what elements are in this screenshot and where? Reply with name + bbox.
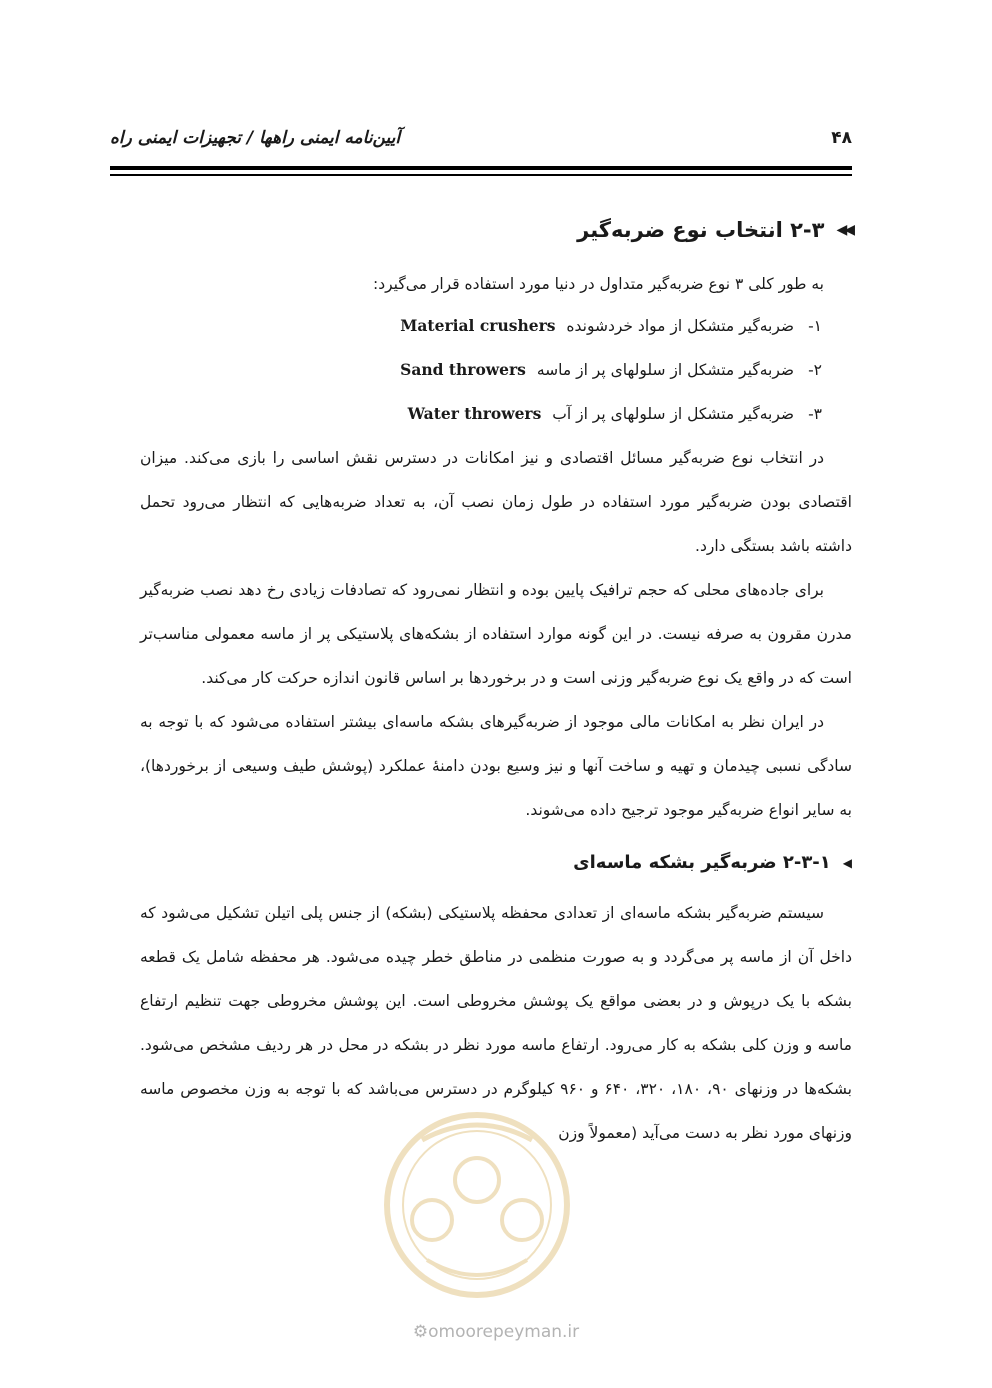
- section-heading: [140, 218, 852, 242]
- body-paragraph: در ایران نظر به امکانات مالی موجود از ضربه‌گیرهای بشکه ماسه‌ای بیشتر استفاده می‌شود که با توجه به سادگی نسبی چیدمان و تهیه و ساخت آنها و نیز وسیع بودن دامنهٔ عملکرد (پوشش طیف وسیعی از برخوردها)، به سایر انواع ضربه‌گیر موجود ترجیح داده می‌شوند.: [140, 713, 852, 819]
- barrier-types-list: [140, 304, 852, 436]
- list-item-text: ضربه‌گیر متشکل از مواد خردشونده: [566, 317, 795, 335]
- page-content: [140, 218, 852, 1155]
- page-number: ۴۸: [831, 128, 852, 148]
- header-rule-thin: [110, 174, 852, 176]
- list-item: [140, 348, 822, 392]
- section-heading-text: ۲-۳ انتخاب نوع ضربه‌گیر: [577, 218, 825, 242]
- body-paragraph: سیستم ضربه‌گیر بشکه ماسه‌ای از تعدادی محفظه پلاستیکی (بشکه) از جنس پلی اتیلن تشکیل می‌شود که داخل آن از ماسه پر می‌گردد و به صورت منظمی در مناطق خطر چیده می‌شود. هر محفظه شامل یک قطعه بشکه با یک درپوش و در بعضی مواقع یک پوشش مخروطی است. این پوشش مخروطی جهت تنظیم ارتفاع ماسه و وزن کلی بشکه به کار می‌رود. ارتفاع ماسه مورد نظر در بشکه در محل در هر ردیف مشخص می‌شود. بشکه‌ها در وزنهای ۹۰، ۱۸۰، ۳۲۰، ۶۴۰ و ۹۶۰ کیلوگرم در دسترس می‌باشد که با توجه به وزن مخصوص ماسه وزنهای مورد نظر به دست می‌آید (معمولاً وزن: [140, 904, 852, 1142]
- list-item-english: Sand throwers: [400, 360, 526, 379]
- subsection-heading-text: ۲-۳-۱ ضربه‌گیر بشکه ماسه‌ای: [573, 852, 831, 873]
- list-item-text: ضربه‌گیر متشکل از سلولهای پر از آب: [552, 405, 795, 423]
- header-rule-thick: [110, 166, 852, 170]
- list-item-english: Material crushers: [400, 316, 556, 335]
- subsection-heading: [140, 852, 852, 873]
- list-item-english: Water throwers: [407, 404, 542, 423]
- watermark-url: ⚙omoorepeyman.ir: [412, 1322, 580, 1342]
- body-paragraph: برای جاده‌های محلی که حجم ترافیک پایین بوده و انتظار نمی‌رود که تصادفات زیادی رخ دهد نصب ضربه‌گیر مدرن مقرون به صرفه نیست. در این گونه موارد استفاده از بشکه‌های پلاستیکی پر از ماسه معمولی مناسب‌تر است که در واقع یک نوع ضربه‌گیر وزنی است و در برخوردها بر اساس قانون اندازه حرکت کار می‌کند.: [140, 581, 852, 687]
- list-item: [140, 392, 822, 436]
- list-item-text: ضربه‌گیر متشکل از سلولهای پر از ماسه: [536, 361, 795, 379]
- section-intro: به طور کلی ۳ نوع ضربه‌گیر متداول در دنیا مورد استفاده قرار می‌گیرد:: [373, 275, 824, 293]
- list-item-number: ۲-: [808, 361, 822, 379]
- list-item: [140, 304, 822, 348]
- list-item-number: ۱-: [808, 317, 822, 335]
- watermark-seal-icon: [372, 1100, 582, 1310]
- double-arrow-icon: ◀◀: [836, 222, 852, 238]
- page-header: [110, 128, 852, 158]
- running-title: آیین‌نامه ایمنی راهها / تجهیزات ایمنی راه: [110, 128, 401, 148]
- arrow-icon: ◀: [842, 855, 852, 870]
- list-item-number: ۳-: [808, 405, 822, 423]
- body-paragraph: در انتخاب نوع ضربه‌گیر مسائل اقتصادی و نیز امکانات در دسترس نقش اساسی را بازی می‌کند. میزان اقتصادی بودن ضربه‌گیر مورد استفاده در طول زمان نصب آن، به تعداد ضربه‌هایی که انتظار می‌رود تحمل داشته باشد بستگی دارد.: [140, 449, 852, 555]
